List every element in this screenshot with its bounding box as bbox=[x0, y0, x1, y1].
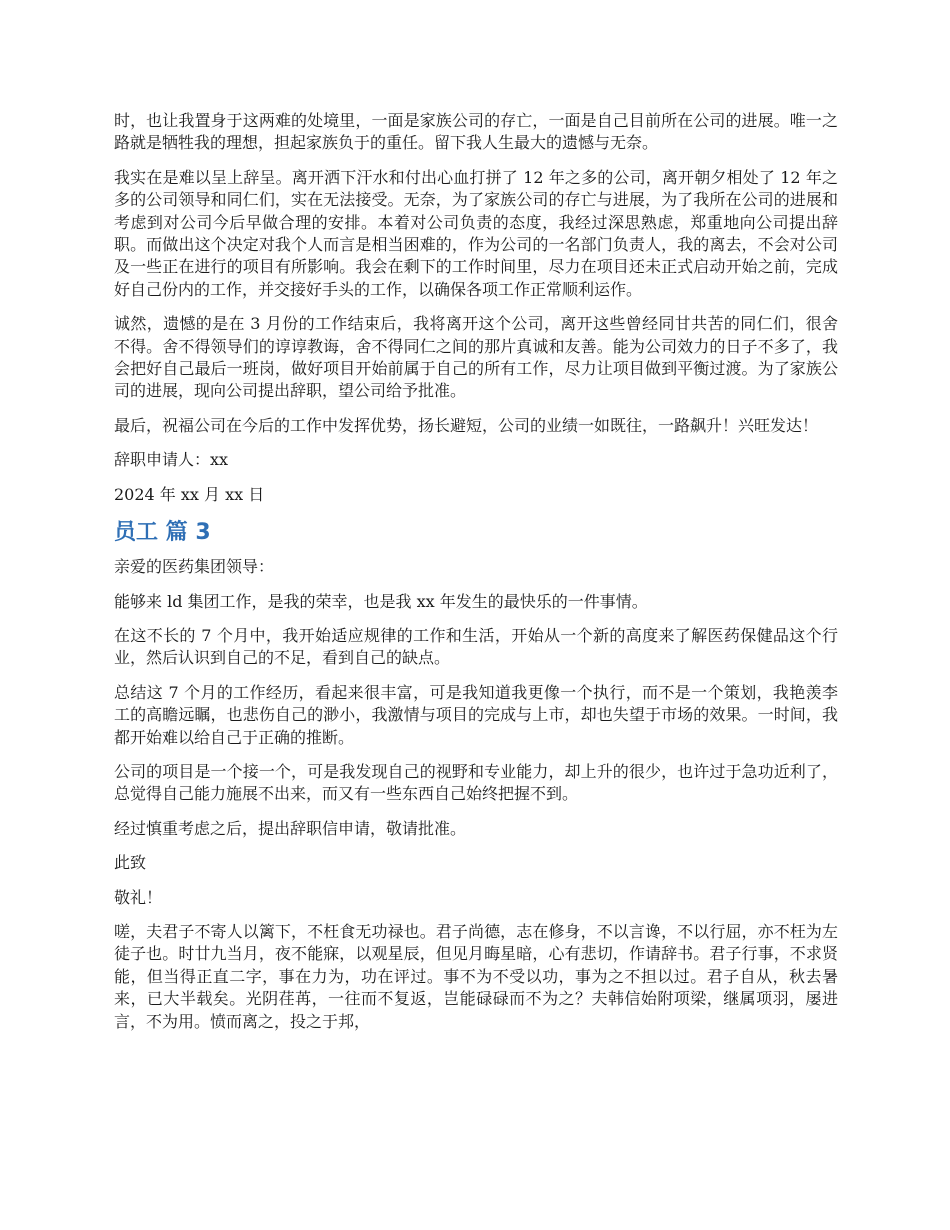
signature-line: 辞职申请人：xx bbox=[114, 450, 229, 470]
body-paragraph: 嗟，夫君子不寄人以篱下，不枉食无功禄也。君子尚德，志在修身，不以言谗，不以行屈，亦不枉为左徒子也。时廿九当月，夜不能寐，以观星辰，但见月晦星暗，心有悲切，作请辞书。君子行事，不求贤能，但当得正直二字，事在力为，功在评过。事不为不受以功，事为之不担以过。君子自从，秋去暑来，已大半载矣。光阴荏苒，一往而不复返，岂能碌碌而不为之？夫韩信始附项梁，继属项羽，屡进言，不为用。愤而离之，投之于邦， bbox=[114, 921, 838, 1031]
body-paragraph: 最后，祝福公司在今后的工作中发挥优势，扬长避短，公司的业绩一如既往，一路飙升！兴旺发达！ bbox=[114, 415, 819, 435]
body-paragraph: 时，也让我置身于这两难的处境里，一面是家族公司的存亡，一面是自己目前所在公司的进展。唯一之路就是牺牲我的理想，担起家族负于的重任。留下我人生最大的遗憾与无奈。 bbox=[114, 111, 838, 153]
body-paragraph: 经过慎重考虑之后，提出辞职信申请，敬请批准。 bbox=[114, 818, 467, 838]
body-paragraph: 在这不长的 7 个月中，我开始适应规律的工作和生活，开始从一个新的高度来了解医药保健品这个行业，然后认识到自己的不足，看到自己的缺点。 bbox=[114, 625, 838, 668]
salutation: 亲爱的医药集团领导： bbox=[114, 557, 275, 577]
document-page bbox=[114, 110, 838, 1045]
body-paragraph: 我实在是难以呈上辞呈。离开洒下汗水和付出心血打拼了 12 年之多的公司，离开朝夕相处了 12 年之多的公司领导和同仁们，实在无法接受。无奈，为了家族公司的存亡与进展，为了我所在公司的进展和考虑到对公司今后早做合理的安排。本着对公司负责的态度，我经过深思熟虑，郑重地向公司提出辞职。而做出这个决定对我个人而言是相当困难的，作为公司的一名部门负责人，我的离去，不会对公司及一些正在进行的项目有所影响。我会在剩下的工作时间里，尽力在项目还未正式启动开始之前，完成好自己份内的工作，并交接好手头的工作，以确保各项工作正常顺利运作。 bbox=[114, 167, 838, 299]
section-heading: 员工 篇 3 bbox=[114, 520, 211, 546]
body-paragraph: 总结这 7 个月的工作经历，看起来很丰富，可是我知道我更像一个执行，而不是一个策划，我艳羡李工的高瞻远瞩，也悲伤自己的渺小，我激情与项目的完成与上市，却也失望于市场的效果。一时间，我都开始难以给自己于正确的推断。 bbox=[114, 682, 838, 747]
resignation-letter-section-3 bbox=[114, 556, 838, 1033]
resignation-letter-section bbox=[114, 110, 838, 506]
body-paragraph: 公司的项目是一个接一个，可是我发现自己的视野和专业能力，却上升的很少，也许过于急功近利了，总觉得自己能力施展不出来，而又有一些东西自己始终把握不到。 bbox=[114, 761, 838, 804]
date-line: 2024 年 xx 月 xx 日 bbox=[114, 484, 265, 504]
closing-line: 敬礼！ bbox=[114, 887, 163, 907]
body-paragraph: 能够来 ld 集团工作，是我的荣幸，也是我 xx 年发生的最快乐的一件事情。 bbox=[114, 591, 648, 611]
closing-line: 此致 bbox=[114, 853, 147, 873]
body-paragraph: 诚然，遗憾的是在 3 月份的工作结束后，我将离开这个公司，离开这些曾经同甘共苦的同仁们，很舍不得。舍不得领导们的谆谆教诲，舍不得同仁之间的那片真诚和友善。能为公司效力的日子不多了，我会把好自己最后一班岗，做好项目开始前属于自己的所有工作，尽力让项目做到平衡过渡。为了家族公司的进展，现向公司提出辞职，望公司给予批准。 bbox=[114, 314, 838, 401]
